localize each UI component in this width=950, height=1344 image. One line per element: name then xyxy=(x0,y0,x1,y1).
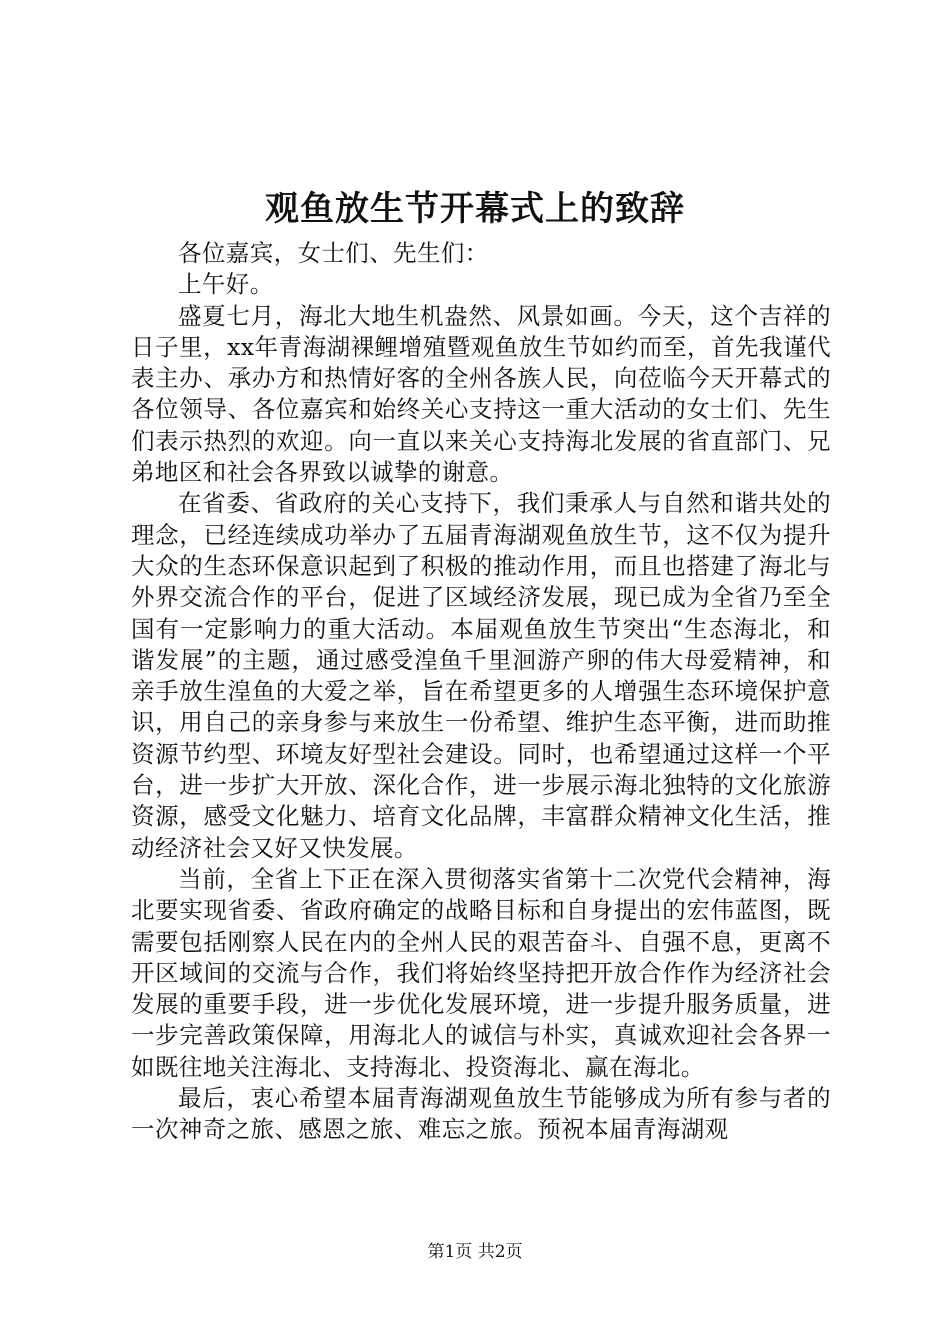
paragraph-cooperation: 当前，全省上下正在深入贯彻落实省第十二次党代会精神，海北要实现省委、省政府确定的战略目标和自身提出的宏伟蓝图，既需要包括刚察人民在内的全州人民的艰苦奋斗、自强不息，更离不开区域间的交流与合作，我们将始终坚持把开放合作作为经济社会发展的重要手段，进一步优化发展环境，进一步提升服务质量，进一步完善政策保障，用海北人的诚信与朴实，真诚欢迎社会各界一如既往地关注海北、支持海北、投资海北、赢在海北。 xyxy=(131,864,831,1081)
greeting: 上午好。 xyxy=(178,270,274,299)
document-body xyxy=(131,238,831,1146)
salutation: 各位嘉宾，女士们、先生们： xyxy=(178,239,489,267)
paragraph-closing: 最后，衷心希望本届青海湖观鱼放生节能够成为所有参与者的一次神奇之旅、感恩之旅、难忘之旅。预祝本届青海湖观 xyxy=(131,1084,831,1144)
page-number-footer: 第1页 共2页 xyxy=(427,1242,523,1262)
paragraph-festival-theme: 在省委、省政府的关心支持下，我们秉承人与自然和谐共处的理念，已经连续成功举办了五届青海湖观鱼放生节，这不仅为提升大众的生态环保意识起到了积极的推动作用，而且也搭建了海北与外界交流合作的平台，促进了区域经济发展，现已成为全省乃至全国有一定影响力的重大活动。本届观鱼放生节突出“生态海北，和谐发展”的主题，通过感受湟鱼千里洄游产卵的伟大母爱精神，和亲手放生湟鱼的大爱之举，旨在希望更多的人增强生态环境保护意识，用自己的亲身参与来放生一份希望、维护生态平衡，进而助推资源节约型、环境友好型社会建设。同时，也希望通过这样一个平台，进一步扩大开放、深化合作，进一步展示海北独特的文化旅游资源，感受文化魅力、培育文化品牌，丰富群众精神文化生活，推动经济社会又好又快发展。 xyxy=(131,489,831,862)
document-title: 观鱼放生节开幕式上的致辞 xyxy=(265,189,685,229)
paragraph-welcome: 盛夏七月，海北大地生机盎然、风景如画。今天，这个吉祥的日子里，xx年青海湖裸鲤增殖暨观鱼放生节如约而至，首先我谨代表主办、承办方和热情好客的全州各族人民，向莅临今天开幕式的各位领导、各位嘉宾和始终关心支持这一重大活动的女士们、先生们表示热烈的欢迎。向一直以来关心支持海北发展的省直部门、兄弟地区和社会各界致以诚挚的谢意。 xyxy=(131,301,831,487)
